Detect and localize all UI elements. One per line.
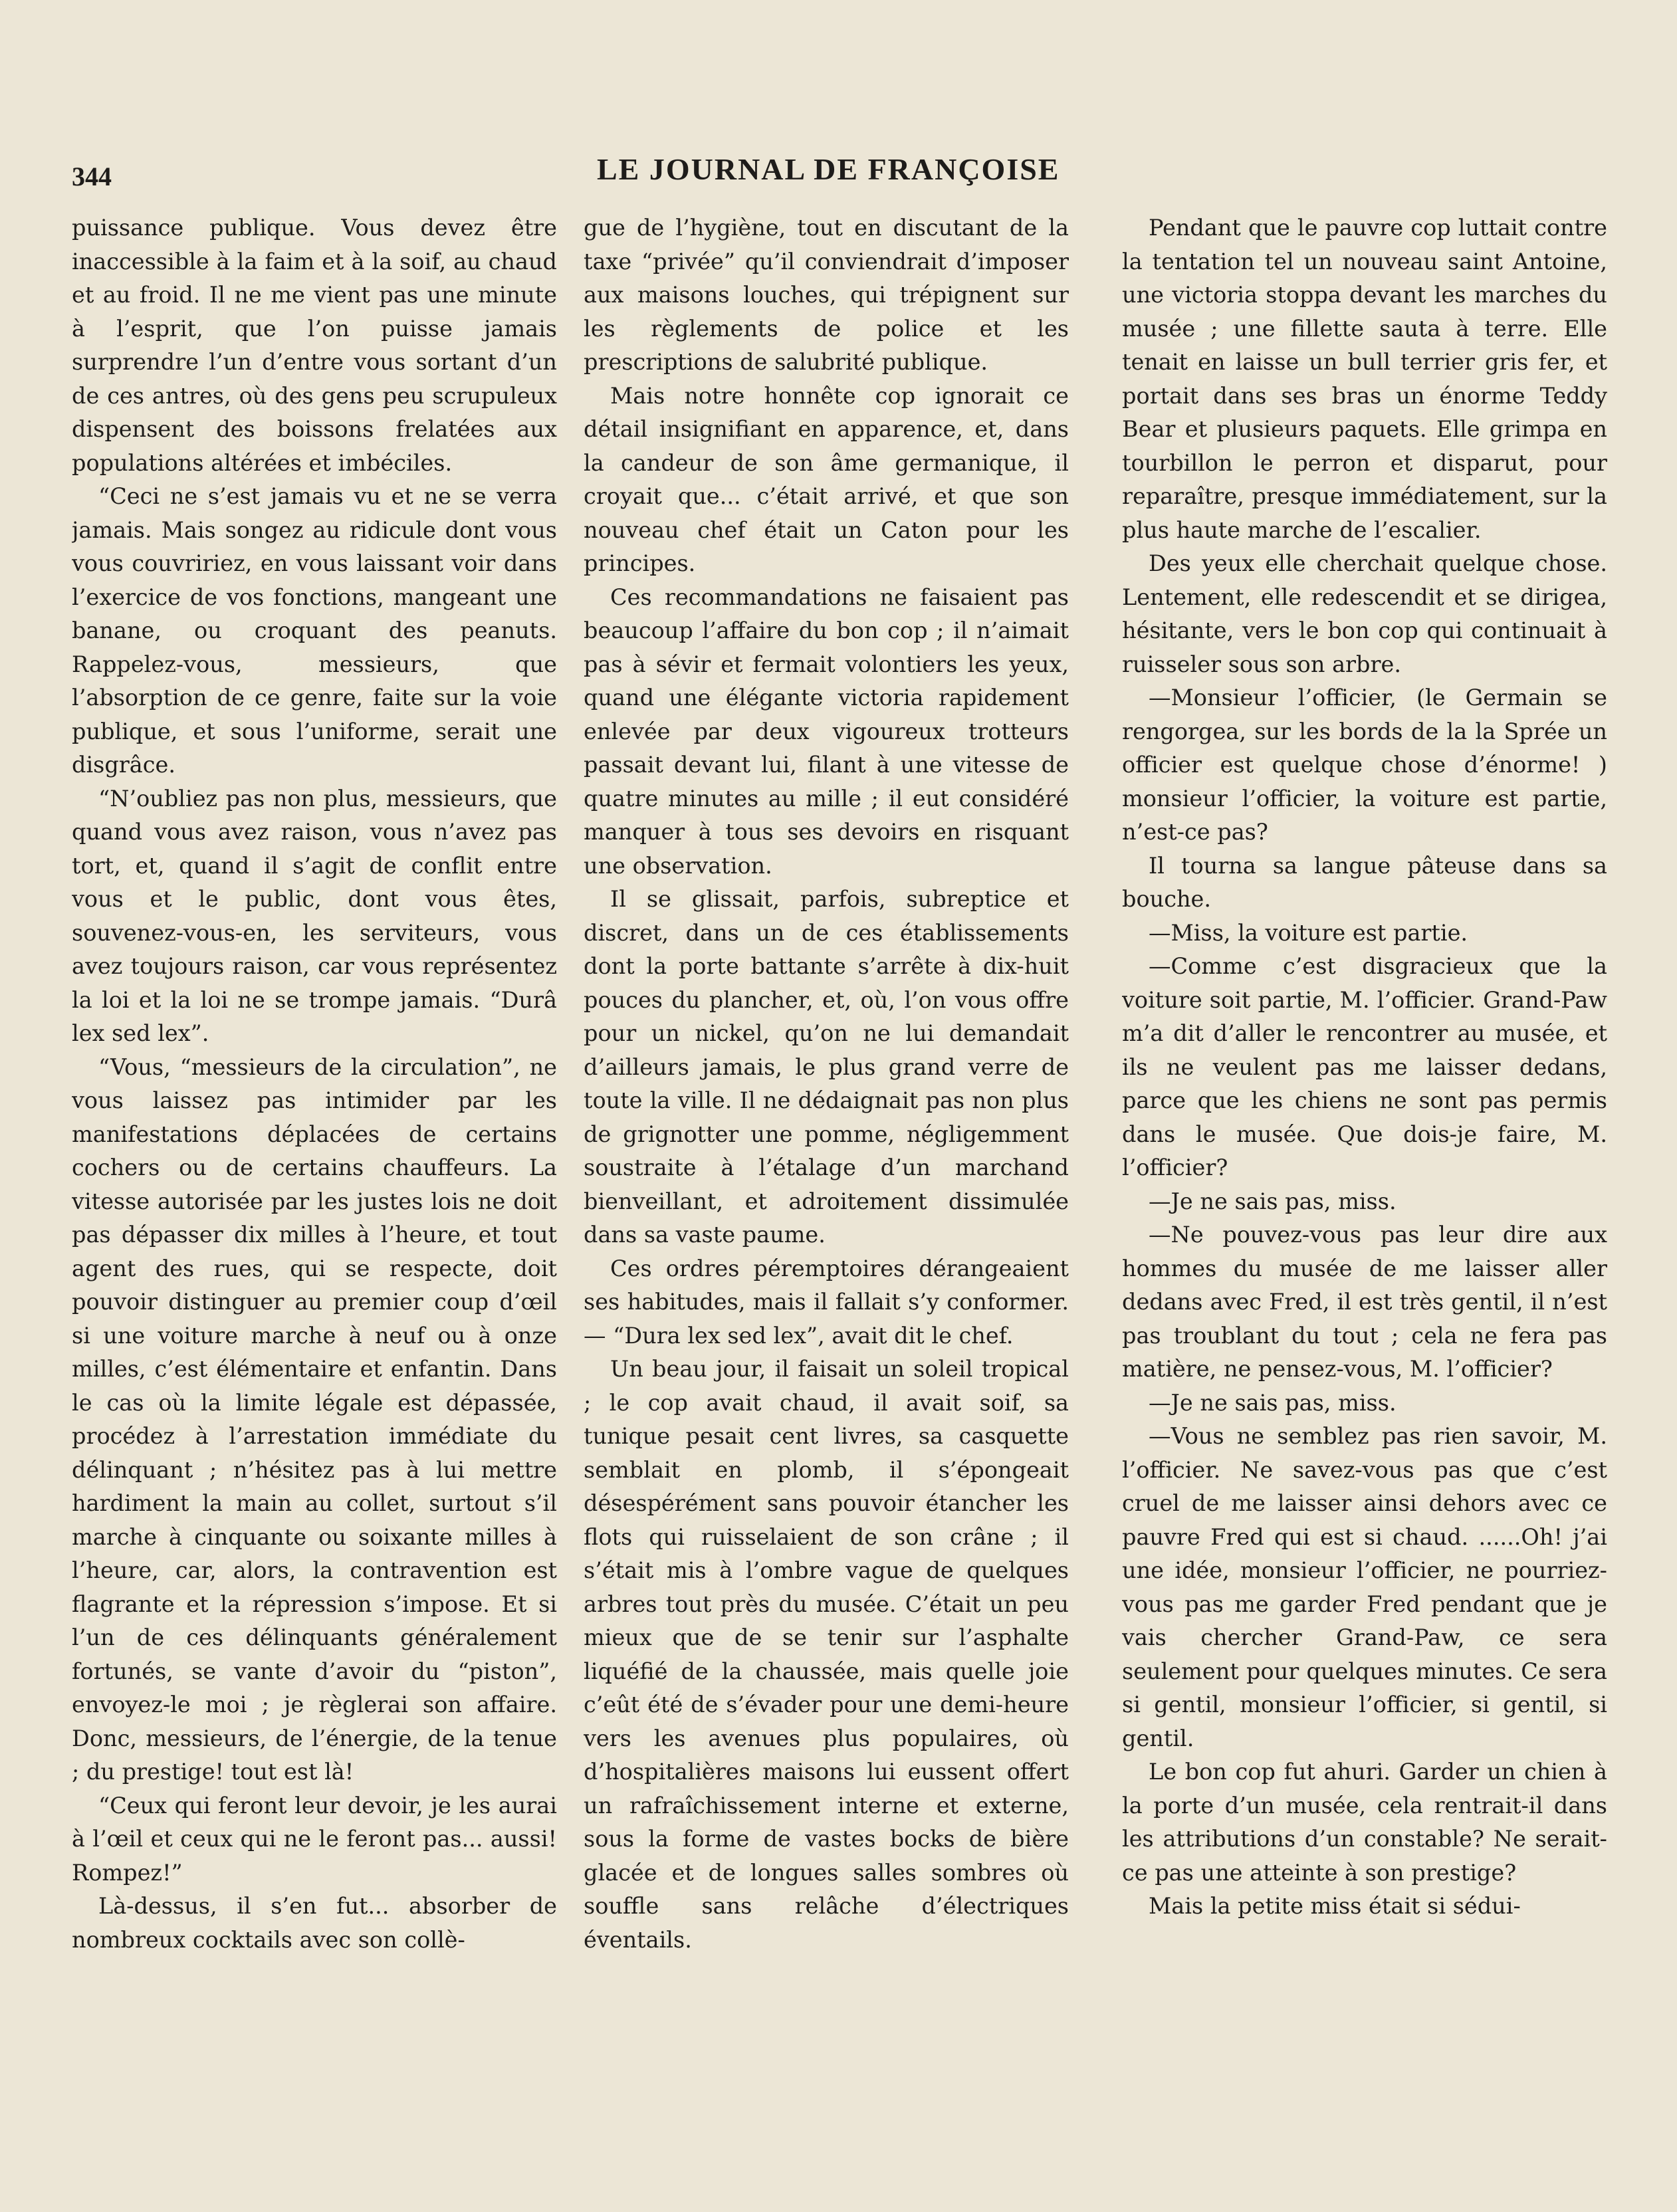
paragraph: Ces recommandations ne faisaient pas beaucoup l’affaire du bon cop ; il n’aimait pas à sévir et fermait volontiers les yeux, quand une élégante victoria rapidement enlevée par deux vigoureux trotteurs passait devant lui, filant à une vitesse de quatre minutes au mille ; il eut considéré manquer à tous ses devoirs en risquant une observation. (584, 584, 1069, 879)
paragraph: Pendant que le pauvre cop luttait contre la tentation tel un nouveau saint Antoine, une victoria stoppa devant les marches du musée ; une fillette sauta à terre. Elle tenait en laisse un bull terrier gris fer, et portait dans ses bras un énorme Teddy Bear et plusieurs paquets. Elle grimpa en tourbillon le perron et disparut, pour reparaître, presque immédiatement, sur la plus haute marche de l’escalier. (1122, 215, 1607, 543)
paragraph: —Ne pouvez-vous pas leur dire aux hommes du musée de me laisser aller dedans avec Fred, il est très gentil, il n’est pas troublant du tout ; cela ne fera pas matière, ne pensez-vous, M. l’officier? (1122, 1222, 1607, 1382)
paragraph: Des yeux elle cherchait quelque chose. Lentement, elle redescendit et se dirigea, hésitante, vers le bon cop qui continuait à ruisseler sous son arbre. (1122, 550, 1607, 677)
paragraph: Il se glissait, parfois, subreptice et discret, dans un de ces établissements dont la porte battante s’arrête à dix-huit pouces du plancher, et, où, l’on vous offre pour un nickel, qu’on ne lui demandait d’ailleurs jamais, le plus grand verre de toute la ville. Il ne dédaignait pas non plus de grignotter une pomme, négligemment soustraite à l’étalage d’un marchand bienveillant, et adroitement dissimulée dans sa vaste paume. (584, 886, 1069, 1248)
paragraph: “Ceci ne s’est jamais vu et ne se verra jamais. Mais songez au ridicule dont vous vous couvririez, en vous laissant voir dans l’exercice de vos fonctions, mangeant une banane, ou croquant des peanuts. Rappelez-vous, messieurs, que l’absorption de ce genre, faite sur la voie publique, et sous l’uniforme, serait une disgrâce. (72, 483, 557, 778)
article-body (72, 211, 1607, 2152)
text-column-2 (584, 211, 1069, 2152)
paragraph: Mais la petite miss était si sédui- (1149, 1893, 1521, 1919)
paragraph: puissance publique. Vous devez être inaccessible à la faim et à la soif, au chaud et au froid. Il ne me vient pas une minute à l’esprit, que l’on puisse jamais surprendre l’un d’entre vous sortant d’un de ces antres, où des gens peu scrupuleux dispensent des boissons frelatées aux populations altérées et imbéciles. (72, 215, 557, 476)
paragraph: Il tourna sa langue pâteuse dans sa bouche. (1122, 852, 1607, 912)
paragraph: Là-dessus, il s’en fut... absorber de nombreux cocktails avec son collè- (72, 1893, 557, 1953)
paragraph: Ces ordres péremptoires dérangeaient ses habitudes, mais il fallait s’y conformer. — “Dura lex sed lex”, avait dit le chef. (584, 1255, 1069, 1349)
page-header (72, 152, 1601, 198)
paragraph: gue de l’hygiène, tout en discutant de la taxe “privée” qu’il conviendrait d’imposer aux maisons louches, qui trépignent sur les règlements de police et les prescriptions de salubrité publique. (584, 215, 1069, 375)
paragraph: —Comme c’est disgracieux que la voiture soit partie, M. l’officier. Grand-Paw m’a dit d’aller le rencontrer au musée, et ils ne veulent pas me laisser dedans, parce que les chiens ne sont pas permis dans le musée. Que dois-je faire, M. l’officier? (1122, 953, 1607, 1180)
paragraph: “Ceux qui feront leur devoir, je les aurai à l’œil et ceux qui ne le feront pas... aussi! Rompez!” (72, 1792, 557, 1886)
paragraph: Un beau jour, il faisait un soleil tropical ; le cop avait chaud, il avait soif, sa tunique pesait cent livres, sa casquette semblait en plomb, il s’épongeait désespérément sans pouvoir étancher les flots qui ruisselaient de son crâne ; il s’était mis à l’ombre vague de quelques arbres tout près du musée. C’était un peu mieux que de se tenir sur l’asphalte liquéfié de la chaussée, mais quelle joie c’eût été de s’évader pour une demi-heure vers les avenues plus populaires, où d’hospitalières maisons lui eussent offert un rafraîchissement interne et externe, sous la forme de vastes bocks de bière glacée et de longues salles sombres où souffle sans relâche d’électriques éventails. (584, 1356, 1069, 1953)
paragraph: —Vous ne semblez pas rien savoir, M. l’officier. Ne savez-vous pas que c’est cruel de me laisser ainsi dehors avec ce pauvre Fred qui est si chaud. ......Oh! j’ai une idée, monsieur l’officier, ne pourriez-vous pas me garder Fred pendant que je vais chercher Grand-Paw, ce sera seulement pour quelques minutes. Ce sera si gentil, monsieur l’officier, si gentil, si gentil. (1122, 1423, 1607, 1751)
paragraph: —Monsieur l’officier, (le Germain se rengorgea, sur les bords de la la Sprée un officier est quelque chose d’énorme! ) monsieur l’officier, la voiture est partie, n’est-ce pas? (1122, 685, 1607, 845)
text-column-1 (72, 211, 557, 2152)
page-number: 344 (72, 162, 112, 191)
paragraph: “N’oubliez pas non plus, messieurs, que quand vous avez raison, vous n’avez pas tort, et, quand il s’agit de conflit entre vous et le public, dont vous êtes, souvenez-vous-en, les serviteurs, vous avez toujours raison, car vous représentez la loi et la loi ne se trompe jamais. “Durâ lex sed lex”. (72, 785, 557, 1046)
paragraph: Mais notre honnête cop ignorait ce détail insignifiant en apparence, et, dans la candeur de son âme germanique, il croyait que... c’était arrivé, et que son nouveau chef était un Caton pour les principes. (584, 382, 1069, 576)
paragraph: —Je ne sais pas, miss. (1149, 1188, 1397, 1214)
paragraph: —Je ne sais pas, miss. (1149, 1389, 1397, 1416)
text-column-3 (1122, 211, 1607, 2152)
paragraph: Le bon cop fut ahuri. Garder un chien à la porte d’un musée, cela rentrait-il dans les attributions d’un constable? Ne serait-ce pas une atteinte à son prestige? (1122, 1759, 1607, 1886)
paragraph: —Miss, la voiture est partie. (1149, 919, 1468, 946)
running-title: LE JOURNAL DE FRANÇOISE (597, 152, 1060, 186)
paragraph: “Vous, “messieurs de la circulation”, ne vous laissez pas intimider par les manifestations déplacées de certains cochers ou de certains chauffeurs. La vitesse autorisée par les justes lois ne doit pas dépasser dix milles à l’heure, et tout agent des rues, qui se respecte, doit pouvoir distinguer au premier coup d’œil si une voiture marche à neuf ou à onze milles, c’est élémentaire et enfantin. Dans le cas où la limite légale est dépassée, procédez à l’arrestation immédiate du délinquant ; n’hésitez pas à lui mettre hardiment la main au collet, surtout s’il marche à cinquante ou soixante milles à l’heure, car, alors, la contravention est flagrante et la répression s’impose. Et si l’un de ces délinquants généralement fortunés, se vante d’avoir du “piston”, envoyez-le moi ; je règlerai son affaire. Donc, messieurs, de l’énergie, de la tenue ; du prestige! tout est là! (72, 1053, 557, 1785)
